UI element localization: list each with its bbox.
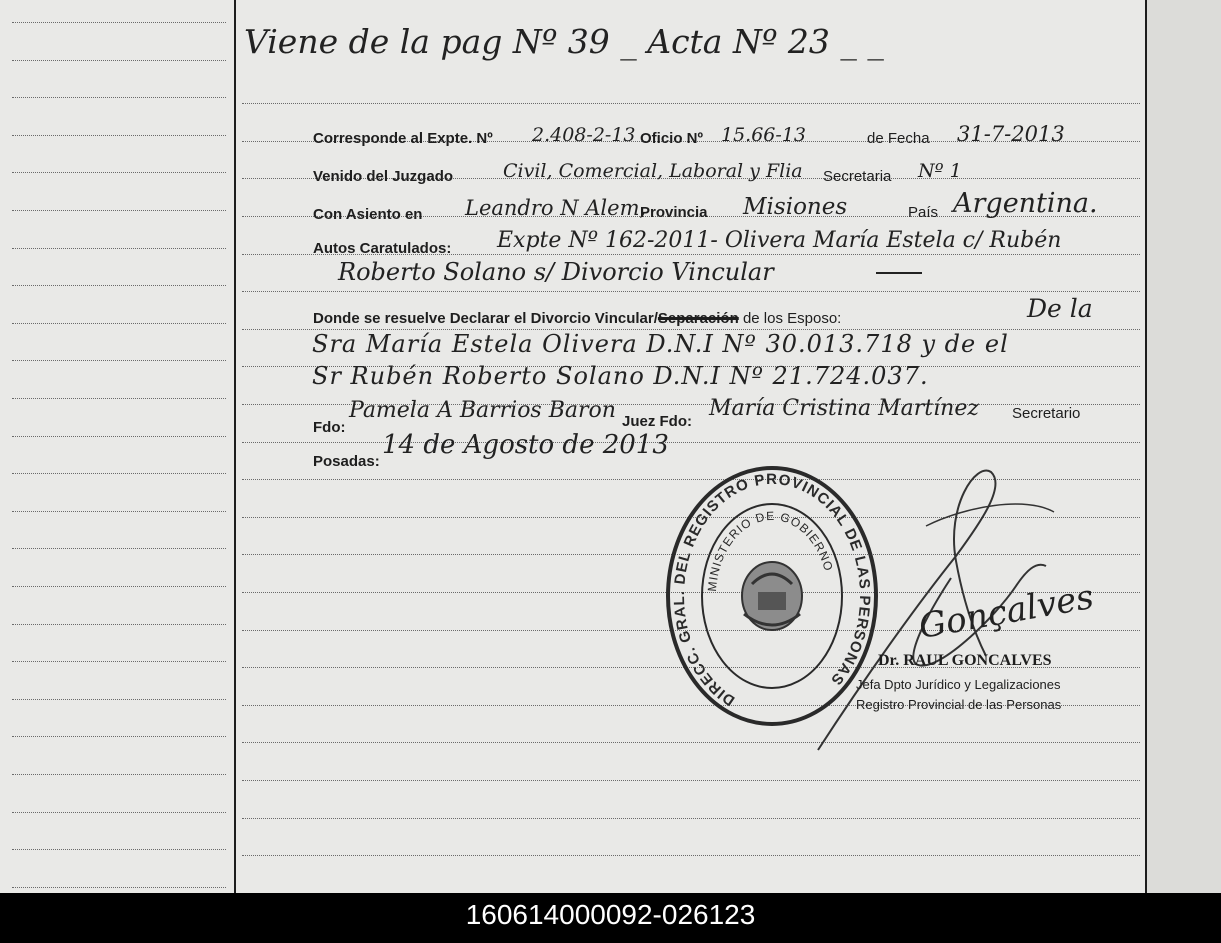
fdo-secretaria-value: María Cristina Martínez: [709, 396, 979, 421]
autos-value-1: Expte Nº 162-2011- Olivera María Estela c/ Rubén: [497, 228, 1062, 253]
left-ruled-line: [12, 849, 226, 850]
signer-title-1: Jefa Dpto Jurídico y Legalizaciones: [856, 677, 1061, 692]
left-ruled-line: [12, 624, 226, 625]
seal-outer-text: DIRECC. GRAL. DEL REGISTRO PROVINCIAL DE LAS PERSONAS: [670, 470, 874, 710]
left-ruled-line: [12, 22, 226, 23]
expte-number: 2.408-2-13: [532, 124, 636, 146]
left-ruled-line: [12, 812, 226, 813]
posadas-date: 14 de Agosto de 2013: [382, 430, 669, 460]
fecha-label: de Fecha: [867, 130, 930, 147]
left-ruled-line: [12, 436, 226, 437]
left-ruled-line: [12, 887, 226, 888]
left-ruled-line: [12, 774, 226, 775]
secretaria-value: Nº 1: [918, 160, 962, 182]
left-ruled-line: [12, 97, 226, 98]
pais-value: Argentina.: [953, 188, 1098, 219]
document-id: 160614000092-026123: [465, 899, 756, 930]
seal-inner-text: MINISTERIO DE GOBIERNO: [704, 508, 836, 593]
left-ruled-line: [12, 172, 226, 173]
main-ruled-line: [242, 103, 1140, 104]
struck-separacion: Separación: [657, 310, 739, 327]
oficio-label: Oficio Nº: [640, 130, 703, 147]
donde-value-2: Sr Rubén Roberto Solano D.N.I Nº 21.724.037.: [312, 362, 929, 390]
left-ruled-line: [12, 323, 226, 324]
fdo-label: Fdo:: [313, 419, 346, 436]
secretaria-label: Secretaria: [823, 168, 892, 185]
header-handwritten: Viene de la pag Nº 39 _ Acta Nº 23 _ _: [244, 22, 884, 61]
juez-label: Juez Fdo:: [622, 413, 692, 430]
main-ruled-line: [242, 780, 1140, 781]
signature-handwritten: Gonçalves: [915, 576, 1097, 648]
autos-label: Autos Caratulados:: [313, 240, 452, 257]
left-ruled-line: [12, 699, 226, 700]
signer-name: Dr. RAUL GONCALVES: [878, 652, 1052, 669]
left-ruled-line: [12, 586, 226, 587]
provincia-value: Misiones: [743, 194, 848, 220]
left-ruled-line: [12, 135, 226, 136]
coat-of-arms-icon: [742, 562, 802, 630]
asiento-label: Con Asiento en: [313, 206, 423, 223]
main-ruled-line: [242, 291, 1140, 292]
donde-value-0: De la: [1027, 294, 1093, 323]
secretario-label: Secretario: [1012, 405, 1081, 422]
pais-label: País: [908, 204, 939, 221]
fdo-juez-value: Pamela A Barrios Baron: [349, 398, 616, 423]
autos-value-2: Roberto Solano s/ Divorcio Vincular: [338, 258, 774, 286]
main-ruled-line: [242, 442, 1140, 443]
posadas-label: Posadas:: [313, 453, 380, 470]
left-ruled-line: [12, 285, 226, 286]
handwritten-dash: [876, 272, 922, 274]
left-ruled-line: [12, 248, 226, 249]
signer-title-2: Registro Provincial de las Personas: [856, 697, 1062, 712]
asiento-value: Leandro N Alem,: [465, 196, 647, 220]
venido-label: Venido del Juzgado: [313, 168, 454, 185]
donde-value-1: Sra María Estela Olivera D.N.I Nº 30.013.718 y de el: [312, 330, 1009, 358]
left-ruled-line: [12, 360, 226, 361]
left-ruled-line: [12, 60, 226, 61]
left-ruled-line: [12, 210, 226, 211]
donde-label: Donde se resuelve Declarar el Divorcio Vincular/Separación de los Esposo:: [313, 310, 842, 327]
left-ruled-line: [12, 548, 226, 549]
document-id-bar: [0, 893, 1221, 943]
left-ruled-line: [12, 398, 226, 399]
left-ruled-line: [12, 511, 226, 512]
left-ruled-line: [12, 661, 226, 662]
main-ruled-line: [242, 855, 1140, 856]
fecha-value: 31-7-2013: [957, 122, 1065, 146]
corresponde-label: Corresponde al Expte. Nº: [313, 130, 493, 147]
left-ruled-line: [12, 473, 226, 474]
juzgado-value: Civil, Comercial, Laboral y Flia: [503, 160, 803, 182]
right-margin: [1147, 0, 1221, 893]
oficio-number: 15.66-13: [721, 124, 806, 146]
margin-rule-left: [234, 0, 236, 893]
left-ruled-line: [12, 736, 226, 737]
provincia-label: Provincia: [640, 204, 708, 221]
main-ruled-line: [242, 818, 1140, 819]
